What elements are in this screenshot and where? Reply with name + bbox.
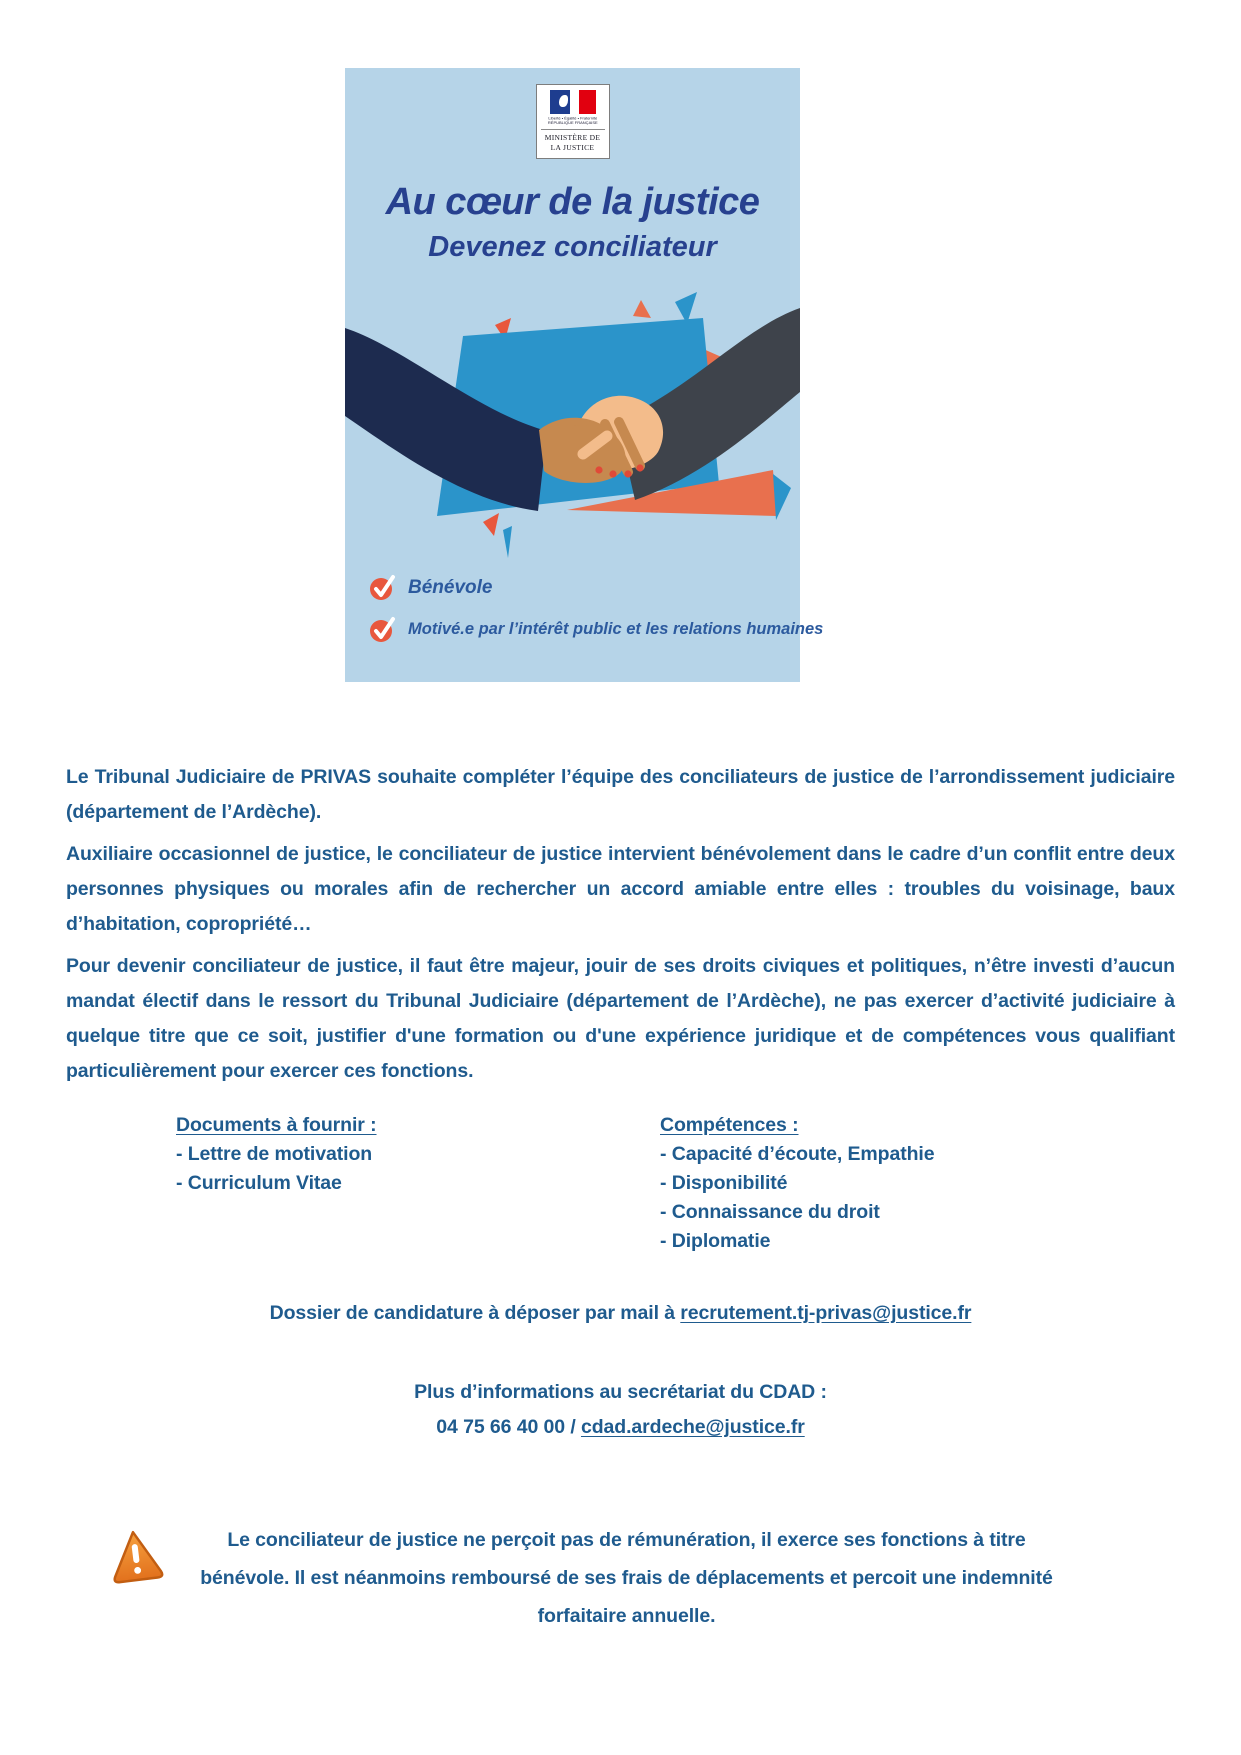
list-item: - Diplomatie (660, 1230, 771, 1252)
warning-icon (106, 1527, 168, 1593)
list-item: - Capacité d’écoute, Empathie (660, 1143, 935, 1165)
checklist-item (369, 616, 824, 643)
logo-divider (541, 129, 605, 130)
recruitment-poster (345, 68, 824, 682)
checklist-item (369, 574, 800, 601)
motto-line: Liberté • Égalité • Fraternité (548, 116, 597, 121)
warning-block (66, 1521, 1175, 1635)
handshake-illustration (345, 278, 800, 570)
paragraph-intro: Le Tribunal Judiciaire de PRIVAS souhaite compléter l’équipe des conciliateurs de justice de l’arrondissement judiciaire (département de l’Ardèche). (66, 766, 1175, 823)
list-item: - Curriculum Vitae (176, 1172, 342, 1194)
ministry-name (545, 133, 600, 153)
warning-text: Le conciliateur de justice ne perçoit pas de rémunération, il exerce ses fonctions à titre bénévole. Il est néanmoins remboursé de ses frais de déplacements et percoit une indemnité forfaitaire annuelle. (200, 1529, 1053, 1627)
poster-subtitle: Devenez conciliateur (428, 231, 717, 264)
info-line: Plus d’informations au secrétariat du CDAD : (414, 1381, 827, 1403)
republic-line: RÉPUBLIQUE FRANÇAISE (547, 120, 598, 126)
list-item: - Disponibilité (660, 1172, 788, 1194)
contact-line (66, 1410, 1175, 1445)
flag-white-block (570, 90, 579, 114)
documents-header: Documents à fournir : (176, 1114, 377, 1136)
cdad-email-link[interactable]: cdad.ardeche@justice.fr (580, 1416, 805, 1438)
paragraph-conditions: Pour devenir conciliateur de justice, il faut être majeur, jouir de ses droits civiques et politiques, n’être investi d’aucun mandat électif dans le ressort du Tribunal Judiciaire (département de l’Ardèche), ne pas exercer d’activité judiciaire à quelque titre que ce soit, justifier d'une formation ou d'une expérience juridique et de compétences vous qualifiant particulièrement pour exercer ces fonctions. (66, 955, 1175, 1082)
paragraph-role: Auxiliaire occasionnel de justice, le conciliateur de justice intervient bénévolement dans le cadre d’un conflit entre deux personnes physiques ou morales afin de rechercher un accord amiable entre elles : troubles du voisinage, baux d’habitation, copropriété… (66, 843, 1175, 935)
check-icon (369, 616, 396, 643)
competences-column (660, 1111, 935, 1256)
ministry-logo (536, 84, 610, 159)
french-flag-icon (550, 90, 596, 114)
check-icon (369, 574, 396, 601)
checklist-label: Motivé.e par l’intérêt public et les relations humaines (408, 620, 824, 639)
phone-number: 04 75 66 40 00 / (436, 1416, 581, 1438)
recruitment-email-link[interactable]: recrutement.tj-privas@justice.fr (680, 1302, 972, 1324)
flag-blue-block (550, 90, 570, 114)
two-column-lists (66, 1111, 1175, 1256)
application-line (66, 1296, 1175, 1331)
ministry-line2: LA JUSTICE (550, 143, 595, 153)
ministry-line1: MINISTÈRE DE (544, 133, 601, 142)
competences-header: Compétences : (660, 1114, 799, 1136)
poster-title: Au cœur de la justice (385, 181, 760, 224)
list-item: - Connaissance du droit (660, 1201, 880, 1223)
document-body (66, 760, 1175, 1635)
poster-checklist (345, 574, 824, 658)
logo-motto (547, 116, 598, 126)
list-item: - Lettre de motivation (176, 1143, 373, 1165)
checklist-label: Bénévole (408, 576, 493, 598)
flag-red-block (579, 90, 596, 114)
application-text: Dossier de candidature à déposer par mail à (269, 1302, 681, 1324)
documents-column (176, 1111, 606, 1256)
